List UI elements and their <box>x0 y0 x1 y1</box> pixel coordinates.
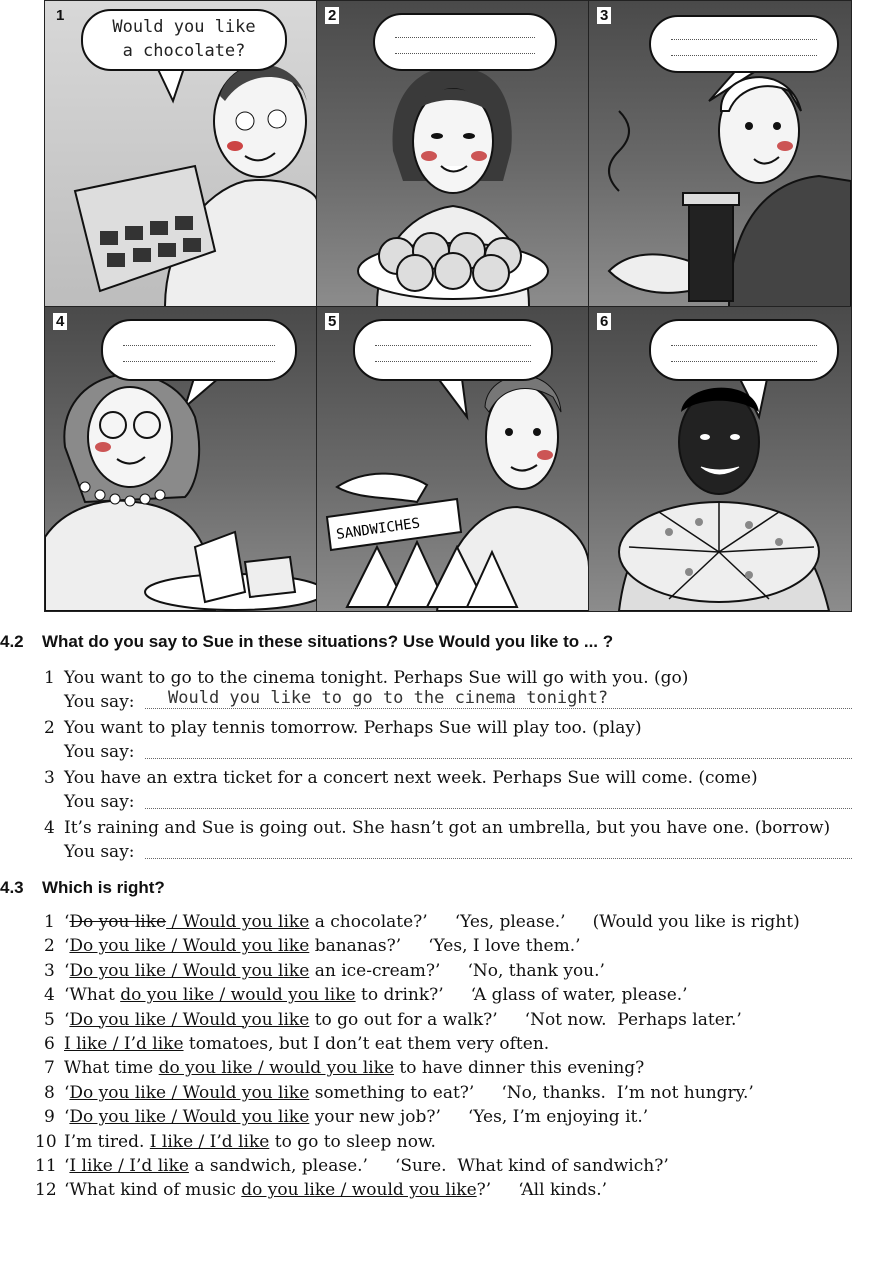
item-number: 8 <box>44 1082 55 1103</box>
item-text-after: your new job?’ ‘Yes, I’m enjoying it.’ <box>309 1107 649 1128</box>
speech-bubble <box>101 319 297 381</box>
item-text-after: a sandwich, please.’ ‘Sure. What kind of sandwich?’ <box>188 1156 669 1176</box>
panel-4 <box>45 307 317 611</box>
item-number: 2 <box>44 936 55 957</box>
panel-number: 5 <box>325 313 339 330</box>
item-text-after: bananas?’ ‘Yes, I love them.’ <box>309 936 581 957</box>
choice-options[interactable]: Do you like / Would you like <box>69 1009 310 1030</box>
panel-6 <box>589 307 851 611</box>
exercise-4-3-item <box>35 1132 436 1152</box>
exercise-4-3-item <box>44 1010 742 1030</box>
answer-line-1[interactable] <box>145 708 852 709</box>
speech-bubble <box>353 319 553 381</box>
exercise-instructions: What do you say to Sue in these situations? Use Would you like to ... ? <box>42 632 614 651</box>
item-text-before: ‘ <box>64 1082 70 1103</box>
exercise-4-2-item: 4 It’s raining and Sue is going out. She hasn’t got an umbrella, but you have one. (borrow) <box>44 818 831 838</box>
exercise-number: 4.2 <box>0 632 24 651</box>
exercise-4-2-item: 2 You want to play tennis tomorrow. Perhaps Sue will play too. (play) <box>44 718 642 738</box>
exercise-4-2-item: 1 You want to go to the cinema tonight. Perhaps Sue will go with you. (go) <box>44 668 689 688</box>
item-text-before: ‘ <box>64 960 70 981</box>
exercise-number: 4.3 <box>0 878 24 897</box>
item-text-before: ‘What <box>64 985 121 1006</box>
choice-options[interactable]: Do you like / Would you like <box>69 936 310 957</box>
exercise-4-3-item <box>44 936 581 956</box>
panel-number: 4 <box>53 313 67 330</box>
item-number: 12 <box>35 1180 57 1201</box>
panel-3 <box>589 1 851 307</box>
answer-line-2[interactable] <box>145 758 852 759</box>
exercise-4-3-item <box>44 985 688 1005</box>
illustration-grid <box>44 0 852 612</box>
exercise-4-3-item <box>44 1034 549 1054</box>
exercise-4-3-item <box>44 1107 648 1127</box>
exercise-4-3-item <box>44 912 800 932</box>
choice-options[interactable]: Do you like / Would you like <box>69 1082 310 1103</box>
panel-number: 1 <box>56 7 65 24</box>
sandwiches-sign-text: SANDWICHES <box>335 515 422 543</box>
exercise-instructions: Which is right? <box>42 878 165 897</box>
exercise-4-2-item: 3 You have an extra ticket for a concert next week. Perhaps Sue will come. (come) <box>44 768 758 788</box>
item-text-before: ‘ <box>64 1107 70 1128</box>
example-answer: Would you like to go to the cinema tonight? <box>168 688 609 708</box>
item-text-after: to go out for a walk?’ ‘Not now. Perhaps later.’ <box>309 1009 742 1030</box>
exercise-4-3-item <box>44 961 605 981</box>
item-number: 9 <box>44 1107 55 1128</box>
you-say-label: You say: <box>64 842 135 862</box>
speech-bubble <box>649 319 839 381</box>
panel-2 <box>317 1 589 307</box>
item-number: 7 <box>44 1058 55 1079</box>
item-text-after: to drink?’ ‘A glass of water, please.’ <box>355 985 688 1006</box>
you-say-label: You say: <box>64 692 135 712</box>
exercise-4-3-item <box>35 1156 669 1176</box>
item-text-after: tomatoes, but I don’t eat them very often. <box>183 1034 550 1054</box>
item-text-after: to have dinner this evening? <box>394 1058 645 1079</box>
you-say-label: You say: <box>64 792 135 812</box>
item-text-before: ‘ <box>64 912 70 932</box>
answer-line-4[interactable] <box>145 858 852 859</box>
item-number: 10 <box>35 1131 57 1152</box>
exercise-4-2-heading <box>0 632 613 652</box>
choice-options[interactable]: Do you like / Would you like <box>69 1107 310 1128</box>
item-text-after: an ice-cream?’ ‘No, thank you.’ <box>309 960 605 981</box>
exercise-4-3-item <box>44 1083 754 1103</box>
item-text-before: ‘ <box>64 1009 70 1030</box>
item-text-before: ‘What kind of music <box>64 1180 242 1201</box>
item-text-after: a chocolate?’ ‘Yes, please.’ (Would you like is right) <box>309 912 800 932</box>
exercise-4-3-item <box>44 1058 644 1078</box>
choice-options[interactable]: I like / I’d like <box>69 1156 189 1176</box>
exercise-4-3-heading <box>0 878 165 898</box>
item-text-after: something to eat?’ ‘No, thanks. I’m not hungry.’ <box>309 1082 754 1103</box>
panel-number: 6 <box>597 313 611 330</box>
choice-options[interactable]: I like / I’d like <box>64 1034 184 1054</box>
choice-options[interactable]: Do you like / Would you like <box>69 960 310 981</box>
item-number: 4 <box>44 985 55 1006</box>
choice-options[interactable]: do you like / would you like <box>158 1058 395 1079</box>
panel-number: 2 <box>325 7 339 24</box>
item-text-before: ‘ <box>64 936 70 957</box>
choice-options[interactable]: Do you like / Would you like <box>69 912 310 932</box>
item-number: 5 <box>44 1009 55 1030</box>
choice-options[interactable]: do you like / would you like <box>241 1180 477 1201</box>
item-text-before: ‘ <box>64 1156 70 1176</box>
speech-bubble <box>649 15 839 73</box>
speech-bubble <box>81 9 287 71</box>
exercise-4-3-item <box>35 1180 607 1200</box>
panel-1 <box>45 1 317 307</box>
panel-number: 3 <box>597 7 611 24</box>
answer-line-3[interactable] <box>145 808 852 809</box>
choice-options[interactable]: do you like / would you like <box>120 985 356 1006</box>
item-number: 11 <box>35 1156 57 1176</box>
speech-bubble <box>373 13 557 71</box>
speech-text-line1: Would you like <box>112 17 256 37</box>
item-text-after: to go to sleep now. <box>269 1131 436 1152</box>
item-text-before: What time <box>64 1058 159 1079</box>
item-number: 6 <box>44 1034 55 1054</box>
item-number: 1 <box>44 912 55 932</box>
item-text-after: ?’ ‘All kinds.’ <box>476 1180 608 1201</box>
item-number: 3 <box>44 960 55 981</box>
speech-text-line2: a chocolate? <box>122 41 246 61</box>
you-say-label: You say: <box>64 742 135 762</box>
choice-options[interactable]: I like / I’d like <box>149 1131 270 1152</box>
panel-5 <box>317 307 589 611</box>
item-text-before: I’m tired. <box>64 1131 150 1152</box>
